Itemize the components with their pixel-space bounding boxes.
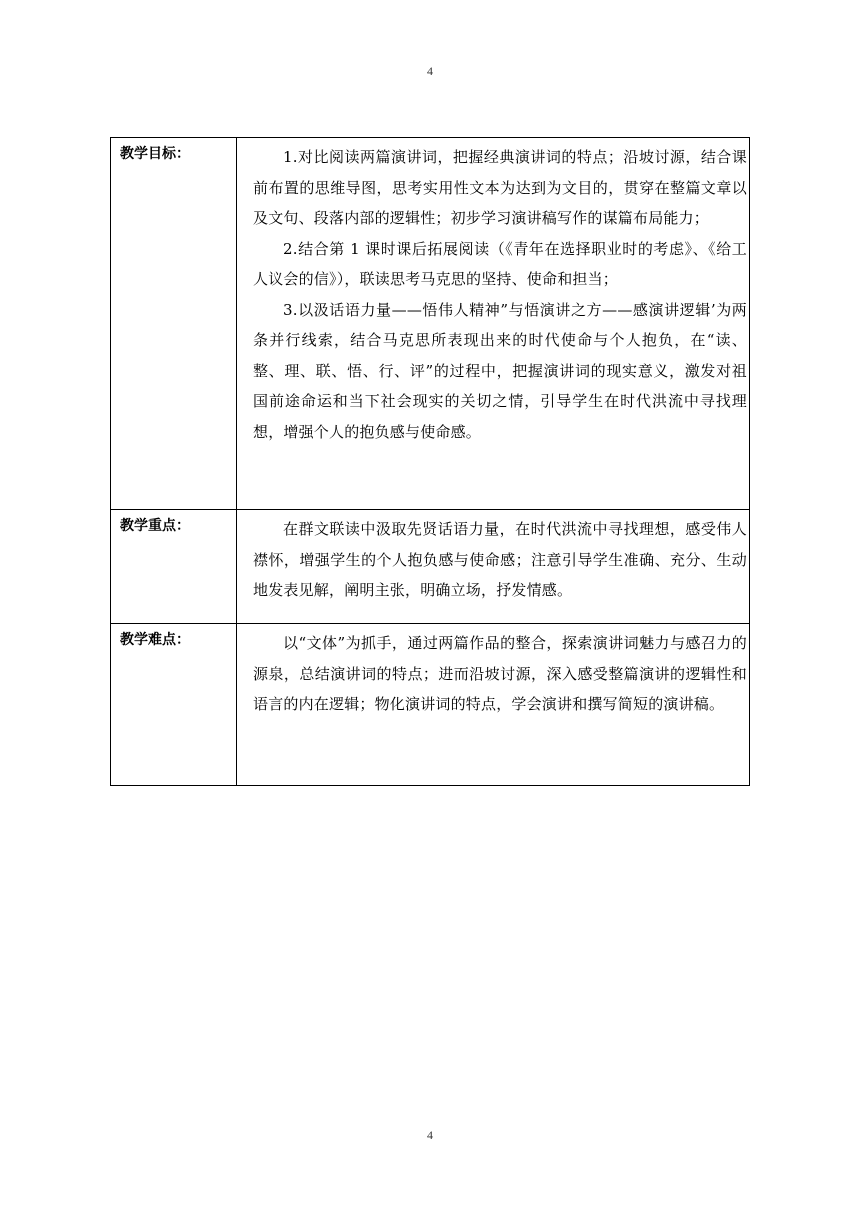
row-content-difficulty [237,624,750,786]
difficulty-paragraph: 以“文体”为抓手，通过两篇作品的整合，探索演讲词魅力与感召力的源泉，总结演讲词的特点；进而沿坡讨源，深入感受整篇演讲的逻辑性和语言的内在逻辑；物化演讲词的特点，学会演讲和撰写简短的演讲稿。 [253,634,747,713]
focus-paragraph: 在群文联读中汲取先贤话语力量，在时代洪流中寻找理想，感受伟人襟怀，增强学生的个人抱负感与使命感；注意引导学生准确、充分、生动地发表见解，阐明主张，明确立场，抒发情感。 [253,520,747,599]
page-number-bottom: 4 [427,1128,433,1142]
row-label-goals: 教学目标： [111,138,237,510]
goal-paragraph-3: 3.以汲话语力量——悟伟人精神”与悟演讲之方——感演讲逻辑’为两条并行线索，结合马克思所表现出来的时代使命与个人抱负，在“读、整、理、联、悟、行、评”的过程中，把握演讲词的现实意义，激发对祖国前途命运和当下社会现实的关切之情，引导学生在时代洪流中寻找理想，增强个人的抱负感与使命感。 [253,300,747,441]
table-row-goals [111,138,750,510]
row-content-goals [237,138,750,510]
goal-paragraph-1: 1.对比阅读两篇演讲词，把握经典演讲词的特点；沿坡讨源，结合课前布置的思维导图，思考实用性文本为达到为文目的，贯穿在整篇文章以及文句、段落内部的逻辑性；初步学习演讲稿写作的谋篇布局能力； [253,148,747,227]
row-label-difficulty: 教学难点： [111,624,237,786]
row-content-focus [237,510,750,624]
table-row-focus [111,510,750,624]
row-label-focus: 教学重点： [111,510,237,624]
goal-paragraph-2: 2.结合第 1 课时课后拓展阅读（《青年在选择职业时的考虑》、《给工人议会的信》），联读思考马克思的坚持、使命和担当； [253,239,747,288]
lesson-plan-table [110,137,750,786]
page-number-top: 4 [427,64,433,78]
table-row-difficulty [111,624,750,786]
